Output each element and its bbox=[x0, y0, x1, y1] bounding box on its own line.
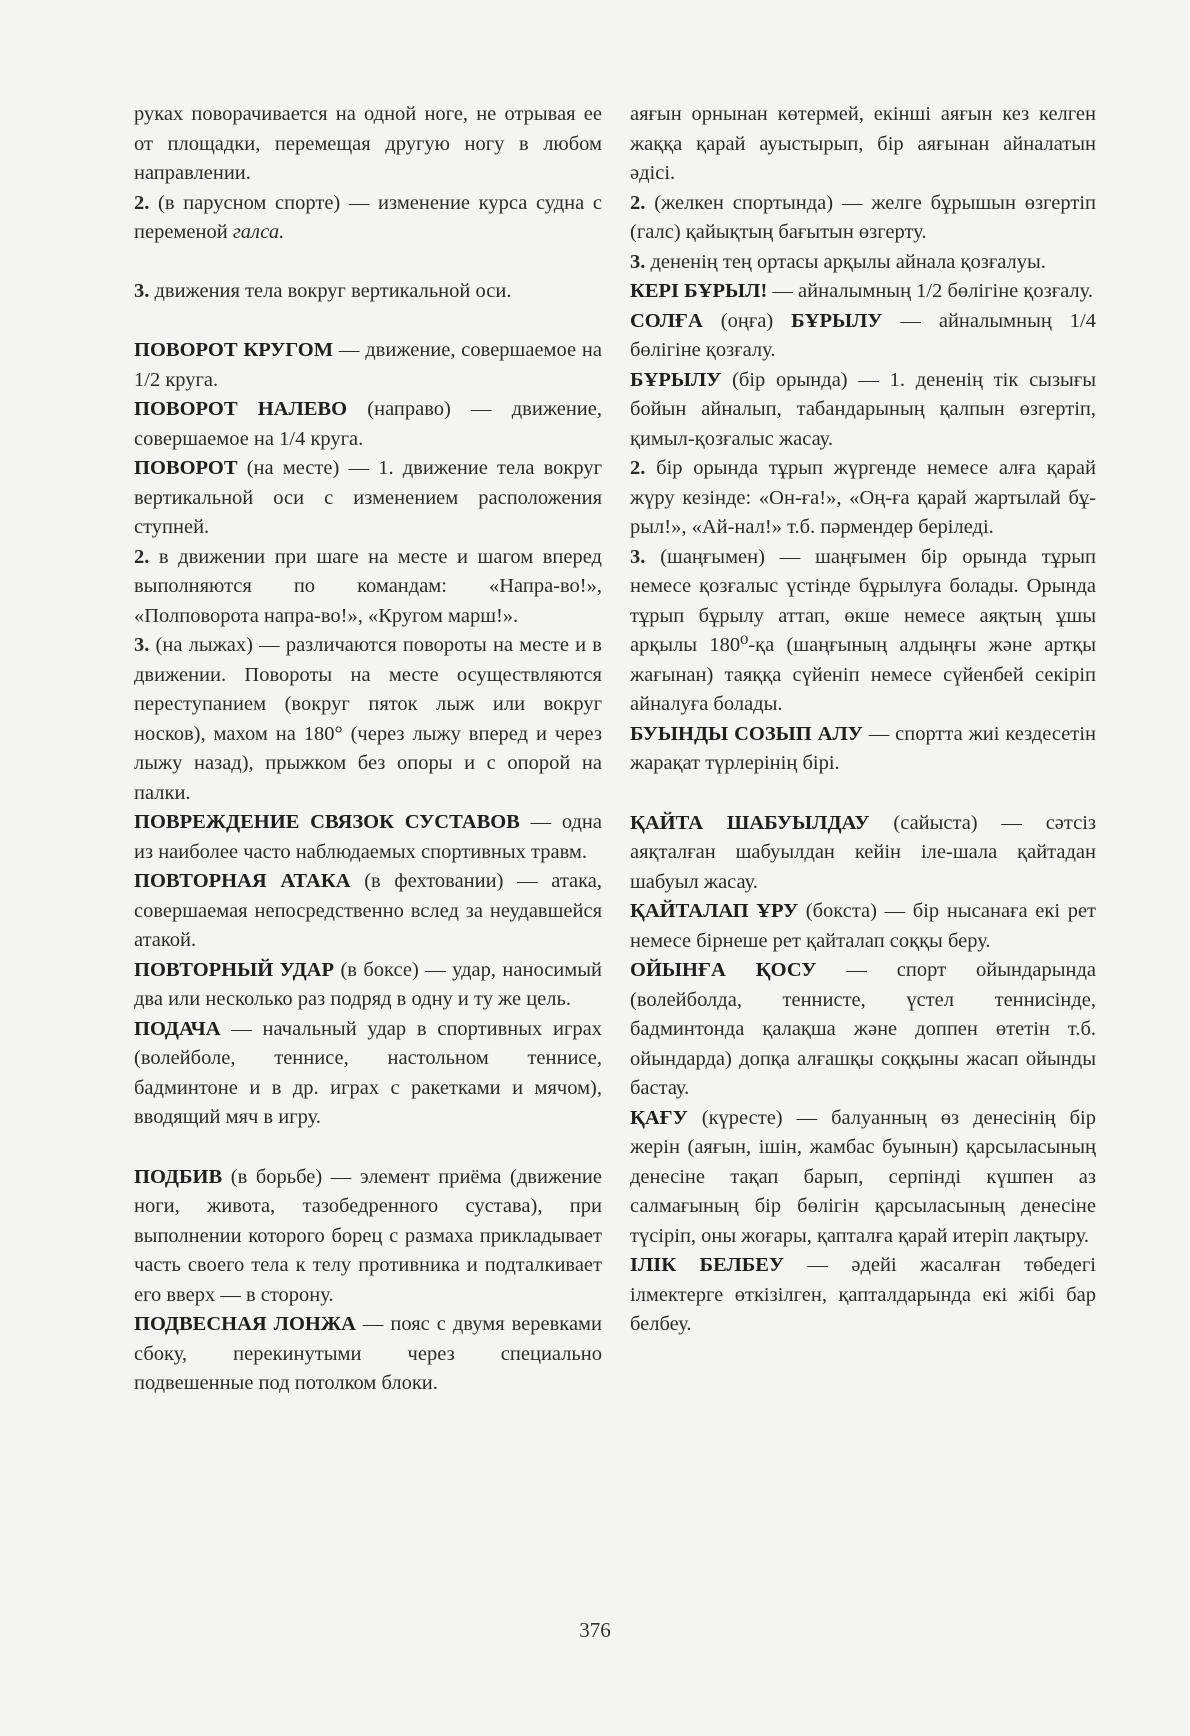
entry-podvesnaya-lonzha: ПОДВЕСНАЯ ЛОНЖА — пояс с двумя веревками сбоку, перекинутыми через специально подвешенные под потолком блоки. bbox=[134, 1313, 602, 1394]
entry-povorot-krugom: ПОВОРОТ КРУГОМ — движение, совершаемое на 1/2 круга. bbox=[134, 339, 603, 391]
entry-kaitalap-uru: ҚАЙТАЛАП ҰРУ (бокста) — бір нысанаға екі рет немесе бірнеше рет қайталап соққы беру. bbox=[630, 900, 1096, 952]
entry-povorot-sense-2: 2. в движении при шаге на месте и шагом вперед выполняются по командам: «Напра-во!», «Полповорота напра-во!», «Кругом марш!». bbox=[134, 545, 602, 627]
entry-povorot-sense-3: 3. (на лыжах) — различаются повороты на месте и в движении. Повороты на месте осуществляются переступанием (вокруг пяток лыж или вокруг носков), махом на 180° (через лыжу вперед и через лыжу назад), прыжком без опоры и с опорой на палки. bbox=[134, 634, 602, 804]
headword: СОЛҒА bbox=[630, 309, 703, 332]
entry-povtornaya-ataka: ПОВТОРНАЯ АТАКА (в фехтовании) — атака, совершаемая непосредственно вслед за неудавшейся атакой. bbox=[134, 870, 602, 951]
entry-povorot: ПОВОРОТ (на месте) — 1. движение тела вокруг вертикальной оси с изменением расположения ступней. bbox=[134, 457, 602, 538]
entry-keri-buryl: КЕРІ БҰРЫЛ! — айналымның 1/2 бөлігіне қозғалу. bbox=[630, 280, 1093, 302]
page-number: 376 bbox=[579, 1618, 611, 1642]
entry-continuation: руках поворачивается на одной ноге, не отрывая ее от площадки, перемещая другую ногу в любом направлении. bbox=[134, 103, 602, 184]
entry-sense-2: 2. (желкен спортында) — желге бұрышын өзгертіп (галс) қайықтың бағытын өзгерту. bbox=[630, 191, 1096, 243]
column-kazakh bbox=[630, 100, 1096, 1340]
entry-continuation: аяғын орнынан көтермей, екінші аяғын кез келген жаққа қарай ауыстырып, бір аяғынан айналатын әдісі. bbox=[630, 103, 1096, 184]
entry-solga-burylu: СОЛҒА (оңға) БҰРЫЛУ — айналымның 1/4 бөлігіне қозғалу. bbox=[630, 309, 1096, 361]
entry-povrezhdenie: ПОВРЕЖДЕНИЕ СВЯЗОК СУСТАВОВ — одна из наиболее часто наблюдаемых спортивных травм. bbox=[134, 811, 602, 863]
headword: ПОДАЧА bbox=[134, 1017, 221, 1040]
headword: ПОВТОРНЫЙ УДАР bbox=[134, 958, 335, 981]
headword: ПОДБИВ bbox=[134, 1165, 223, 1188]
entry-sense-3: 3. дененің тең ортасы арқылы айнала қозғалуы. bbox=[630, 250, 1046, 273]
headword: ПОВТОРНАЯ АТАКА bbox=[134, 870, 351, 892]
headword: ІЛІК БЕЛБЕУ bbox=[630, 1254, 785, 1276]
headword: БУЫНДЫ СОЗЫП АЛУ bbox=[630, 722, 863, 745]
headword: ПОДВЕСНАЯ ЛОНЖА bbox=[134, 1313, 356, 1335]
entry-podbiv: ПОДБИВ (в борьбе) — элемент приёма (движение ноги, живота, тазобедренного сустава), при выполнении которого борец с размаха прикладывает часть своего тела к телу противника и подталкивает его вверх — в сторону. bbox=[134, 1165, 602, 1306]
entry-sense-2: 2. (в парусном спорте) — изменение курса судна с переменой галса. bbox=[134, 191, 602, 243]
entry-burylu-sense-3: 3. (шаңғымен) — шаңғымен бір орында тұрып немесе қозғалыс үстінде бұрылуға болады. Орында тұрып бұрылу аттап, өкше немесе аяқтың ұшы арқылы 180⁰-қа (шаңғының алдыңғы және артқы жағынан) таяққа сүйеніп немесе сүйенбей секіріп айналуға болады. bbox=[630, 545, 1096, 715]
headword: ҚАЙТАЛАП ҰРУ bbox=[630, 900, 799, 922]
entry-kaita-shabuyldau: ҚАЙТА ШАБУЫЛДАУ (сайыста) — сәтсіз аяқталған шабуылдан кейін іле-шала қайтадан шабуыл жасау. bbox=[630, 811, 1096, 893]
headword: ҚАЙТА ШАБУЫЛДАУ bbox=[630, 811, 870, 834]
headword: ҚАҒУ bbox=[630, 1106, 688, 1129]
headword: ПОВОРОТ НАЛЕВО bbox=[134, 398, 348, 420]
entry-podacha: ПОДАЧА — начальный удар в спортивных играх (волейболе, теннисе, настольном теннисе, бадминтоне и в др. играх с ракетками и мячом), вводящий мяч в игру. bbox=[134, 1017, 602, 1128]
entry-povorot-nalevo: ПОВОРОТ НАЛЕВО (направо) — движение, совершаемое на 1/4 круга. bbox=[134, 398, 602, 450]
entry-oiynga-kosu: ОЙЫНҒА ҚОСУ — спорт ойындарында (волейболда, теннисте, үстел теннисінде, бадминтонда қалақша және доппен өтетін т.б. ойындарда) допқа алғашқы соққыны жасап ойынды бастау. bbox=[630, 959, 1097, 1099]
headword: ПОВОРОТ bbox=[134, 457, 238, 479]
entry-buyndy-sozyp: БУЫНДЫ СОЗЫП АЛУ — спортта жиі кездесетін жарақат түрлерінің бірі. bbox=[630, 722, 1096, 774]
entry-povtorny-udar: ПОВТОРНЫЙ УДАР (в боксе) — удар, наносимый два или несколько раз подряд в одну и ту же цель. bbox=[134, 958, 602, 1010]
headword: ПОВОРОТ КРУГОМ bbox=[134, 339, 334, 361]
entry-burylu-sense-2: 2. бір орында тұрып жүргенде немесе алға қарай жүру кезінде: «Он-ға!», «Оң-ға қарай жартылай бұ-рыл!», «Ай-нал!» т.б. пәрмендер беріледі. bbox=[630, 457, 1096, 538]
entry-sense-3: 3. движения тела вокруг вертикальной оси. bbox=[134, 279, 512, 302]
headword: БҰРЫЛУ bbox=[791, 309, 883, 332]
entry-kagu: ҚАҒУ (күресте) — балуанның өз денесінің бір жерін (аяғын, ішін, жамбас буынын) қарсыласының денесіне тақап барып, серпінді күшпен аз салмағының бір бөлігін қарсыласының денесіне түсіріп, оны жоғары, қапталға қарай итеріп лақтыру. bbox=[630, 1106, 1096, 1247]
headword: ПОВРЕЖДЕНИЕ СВЯЗОК СУСТАВОВ bbox=[134, 811, 520, 833]
headword: БҰРЫЛУ bbox=[630, 368, 722, 391]
headword: ОЙЫНҒА ҚОСУ bbox=[630, 959, 817, 981]
entry-burylu: БҰРЫЛУ (бір орында) — 1. дененің тік сызығы бойын айналып, табандарының қалпын өзгертіп, қимыл-қозғалыс жасау. bbox=[630, 368, 1096, 450]
entry-ilik-belbeu: ІЛІК БЕЛБЕУ — әдейі жасалған төбедегі ілмектерге өткізілген, қапталдарында екі жібі бар белбеу. bbox=[630, 1254, 1096, 1335]
headword: КЕРІ БҰРЫЛ! bbox=[630, 280, 768, 302]
column-russian bbox=[134, 100, 602, 1399]
